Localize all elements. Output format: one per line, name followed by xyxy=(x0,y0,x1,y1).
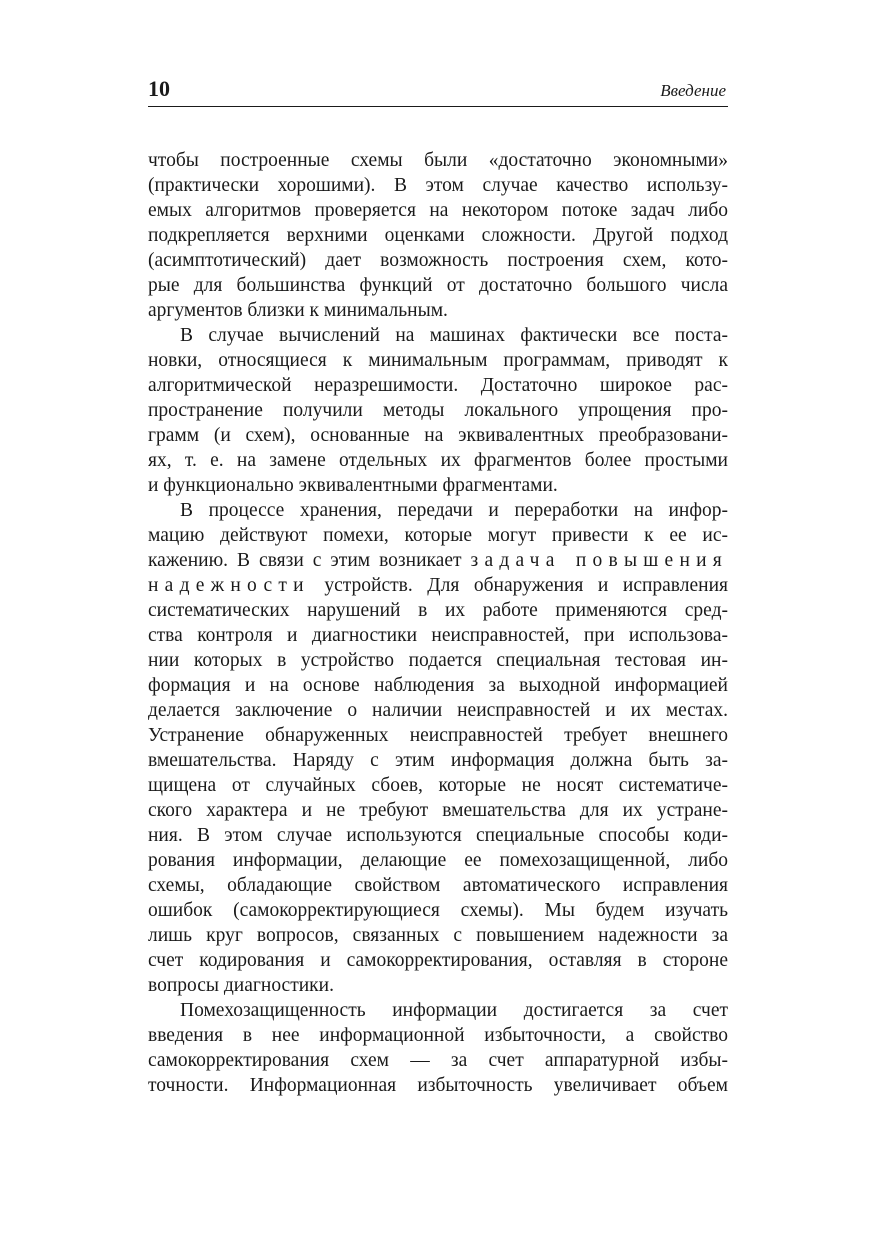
text-line: Помехозащищенность информации достигается за счет xyxy=(180,1000,728,1021)
text-line: точности. Информационная избыточность увеличивает объем xyxy=(148,1075,728,1096)
text-line-emphasis xyxy=(148,573,728,598)
text-line: пространение получили методы локального упрощения про- xyxy=(148,400,728,421)
text-line: схемы, обладающие свойством автоматического исправления xyxy=(148,875,728,896)
running-head: Введение xyxy=(660,81,726,100)
text-line: самокорректирования схем — за счет аппаратурной избы- xyxy=(148,1050,728,1071)
body-text xyxy=(148,148,728,1098)
paragraph-3 xyxy=(148,498,728,998)
spaced-emphasis: задача повышения xyxy=(470,550,728,571)
text-line: рования информации, делающие ее помехозащищенной, либо xyxy=(148,850,728,871)
text-line: грамм (и схем), основанные на эквивалентных преобразовани- xyxy=(148,425,728,446)
text-line: ского характера и не требуют вмешательства для их устране- xyxy=(148,800,728,821)
text-line: В случае вычислений на машинах фактически все поста- xyxy=(180,325,728,346)
text-line: емых алгоритмов проверяется на некотором потоке задач либо xyxy=(148,200,728,221)
text-line: В процессе хранения, передачи и переработки на инфор- xyxy=(180,500,728,521)
paragraph-2 xyxy=(148,323,728,498)
text-line: аргументов близки к минимальным. xyxy=(148,300,448,321)
text-line: ства контроля и диагностики неисправностей, при использова- xyxy=(148,625,728,646)
text-line: щищена от случайных сбоев, которые не носят систематиче- xyxy=(148,775,728,796)
text-line: и функционально эквивалентными фрагментами. xyxy=(148,475,558,496)
page-header xyxy=(148,76,728,107)
text-line: (практически хорошими). В этом случае качество использу- xyxy=(148,175,728,196)
text-line: вопросы диагностики. xyxy=(148,975,334,996)
text-line: счет кодирования и самокорректирования, оставляя в стороне xyxy=(148,950,728,971)
text-line-emphasis xyxy=(148,548,728,573)
paragraph-1 xyxy=(148,148,728,323)
spaced-emphasis: надежности xyxy=(148,575,310,596)
text-line: подкрепляется верхними оценками сложности. Другой подход xyxy=(148,225,728,246)
text-line: Устранение обнаруженных неисправностей требует внешнего xyxy=(148,725,728,746)
text-line: ошибок (самокорректирующиеся схемы). Мы будем изучать xyxy=(148,900,728,921)
text-line: рые для большинства функций от достаточно большого числа xyxy=(148,275,728,296)
page-number: 10 xyxy=(148,76,170,101)
text-line: лишь круг вопросов, связанных с повышением надежности за xyxy=(148,925,728,946)
text-line: чтобы построенные схемы были «достаточно экономными» xyxy=(148,150,728,171)
text-line: формация и на основе наблюдения за выходной информацией xyxy=(148,675,728,696)
text-line: введения в нее информационной избыточности, а свойство xyxy=(148,1025,728,1046)
text-line: новки, относящиеся к минимальным программам, приводят к xyxy=(148,350,728,371)
text-line: вмешательства. Наряду с этим информация должна быть за- xyxy=(148,750,728,771)
text-line: делается заключение о наличии неисправностей и их местах. xyxy=(148,700,728,721)
text-segment: кажению. В связи с этим возникает xyxy=(148,550,471,571)
text-line: систематических нарушений в их работе применяются сред- xyxy=(148,600,728,621)
text-line: ях, т. е. на замене отдельных их фрагментов более простыми xyxy=(148,450,728,471)
text-segment: устройств. Для обнаружения и исправления xyxy=(309,575,728,596)
text-line: нии которых в устройство подается специальная тестовая ин- xyxy=(148,650,728,671)
text-line: (асимптотический) дает возможность построения схем, кото- xyxy=(148,250,728,271)
text-line: ния. В этом случае используются специальные способы коди- xyxy=(148,825,728,846)
text-line: алгоритмической неразрешимости. Достаточно широкое рас- xyxy=(148,375,728,396)
paragraph-4 xyxy=(148,998,728,1098)
text-line: мацию действуют помехи, которые могут привести к ее ис- xyxy=(148,525,728,546)
